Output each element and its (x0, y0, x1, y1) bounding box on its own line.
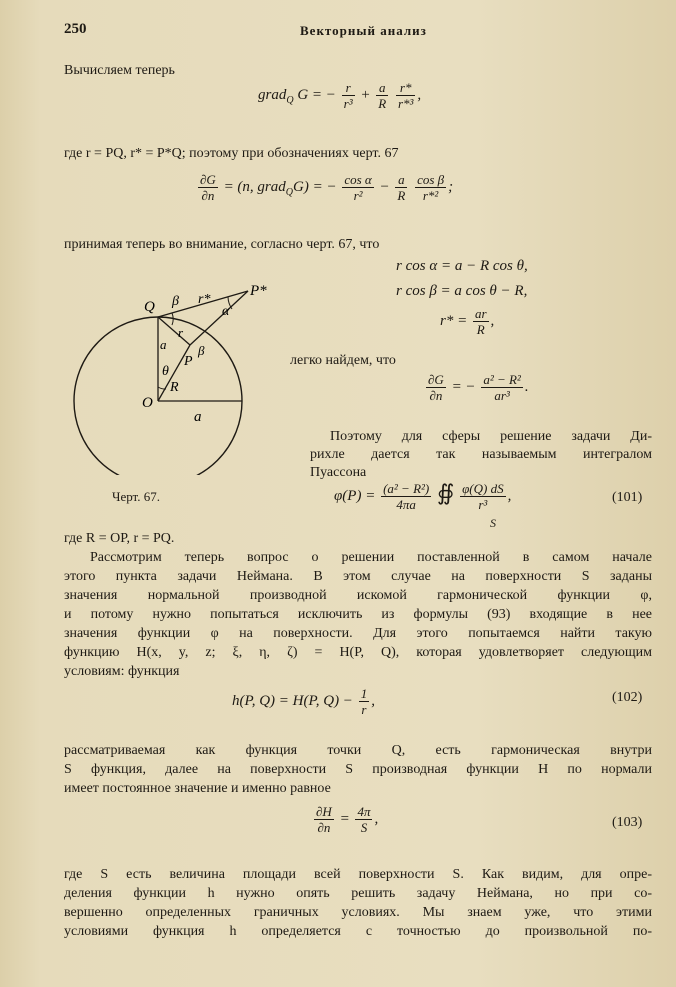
equation-r-star: r* = $\frac{ar}{R}$ , (440, 306, 495, 337)
equation-dG-result: $\frac{\partial G}{\partial n}$ = − $\frac{\text{a² − R²}}{\text{ar³}}$ . (428, 372, 529, 403)
label-beta-2: β (198, 343, 205, 358)
label-p: P (184, 354, 193, 369)
text-line: вершенно определенных граничных условиях. Мы знаем уже, что этими (64, 905, 652, 920)
integral-subscript: S (490, 516, 496, 530)
equation-cos-alpha: r cos α = a − R cos θ, (396, 258, 528, 274)
label-q: Q (144, 299, 155, 315)
figure-caption: Черт. 67. (112, 489, 161, 504)
label-beta: β (172, 294, 179, 309)
label-a-segment: a (160, 337, 167, 352)
label-theta: θ (162, 364, 169, 379)
text-line: значения нормальной производной искомой гармонической функции φ, (64, 588, 652, 603)
text-line: деления функции h нужно опять решить задачу Неймана, но при со- (64, 886, 652, 901)
label-r-star: r* (198, 292, 211, 307)
label-o: O (142, 395, 153, 411)
equation-dH: $\frac{\partial H}{\partial n}$ = $\frac{4\pi}{S}$ , (316, 804, 379, 835)
text-line: условиями функция h определяется с точностью до произвольной по- (64, 924, 652, 939)
equation-poisson: φ(P) = $\frac{\text{(a² − R²)}}{4\pi a}$ ∯ $\frac{\varphi(Q) dS}{\text{r³}}$ , (334, 480, 512, 513)
text-line: и потому нужно попытаться исключить из формулы (93) входящие в нее (64, 607, 652, 622)
text-line: где S есть величина площади всей поверхности S. Как видим, для опре- (64, 867, 652, 882)
label-a-radius: a (194, 409, 202, 425)
text-line: Пуассона (310, 465, 367, 480)
figure-67 (60, 275, 290, 475)
equation-number: (103) (612, 815, 643, 830)
equation-number: (101) (612, 490, 643, 505)
equation-cos-beta: r cos β = a cos θ − R, (396, 283, 528, 299)
text-line: значения функции φ на поверхности. Для этого попытаемся найти такую (64, 626, 652, 641)
text-line: этого пункта задачи Неймана. В этом случае на поверхности S заданы (64, 569, 652, 584)
text-line: принимая теперь во внимание, согласно черт. 67, что (64, 237, 380, 252)
text-line: рихле дается так называемым интегралом (310, 447, 652, 462)
equation-grad: grad$_Q$ G = − $\frac{r}{\text{r³}}$ + $\frac{a}{R}$ $\frac{r*}{\text{r*³}}$ , (258, 80, 422, 111)
equation-normal-derivative: $\frac{\partial G}{\partial n}$ = (n, grad$_Q$G) = − $\frac{\text{cos α}}{\text{r²}}$ − $\frac{a}{R}$ $\frac{\text{cos β}}{\text{r*²}}$ ; (200, 172, 454, 203)
label-r: r (178, 325, 184, 340)
page-number: 250 (64, 21, 87, 37)
text-line: имеет постоянное значение и именно равное (64, 781, 331, 796)
label-R: R (170, 380, 179, 395)
text-line: легко найдем, что (290, 353, 396, 368)
label-p-star: P* (250, 283, 267, 299)
text-line: Рассмотрим теперь вопрос о решении поставленной в самом начале (90, 550, 652, 565)
text-line: S функция, далее на поверхности S производная функции H по нормали (64, 762, 652, 777)
running-title: Векторный анализ (300, 23, 427, 38)
text-line: где R = OP, r = PQ. (64, 531, 175, 546)
text-line: рассматриваемая как функция точки Q, есть гармоническая внутри (64, 743, 652, 758)
text-line: условиям: функция (64, 664, 180, 679)
equation-number: (102) (612, 690, 643, 705)
text-line: Вычисляем теперь (64, 63, 175, 78)
equation-h: h(P, Q) = H(P, Q) − $\frac{1}{r}$ , (232, 686, 375, 717)
text-line: функцию H(x, y, z; ξ, η, ζ) = H(P, Q), которая удовлетворяет следующим (64, 645, 652, 660)
text-line: где r = PQ, r* = P*Q; поэтому при обозначениях черт. 67 (64, 146, 399, 161)
text-line: Поэтому для сферы решение задачи Ди- (330, 429, 652, 444)
label-alpha: α (222, 304, 230, 319)
